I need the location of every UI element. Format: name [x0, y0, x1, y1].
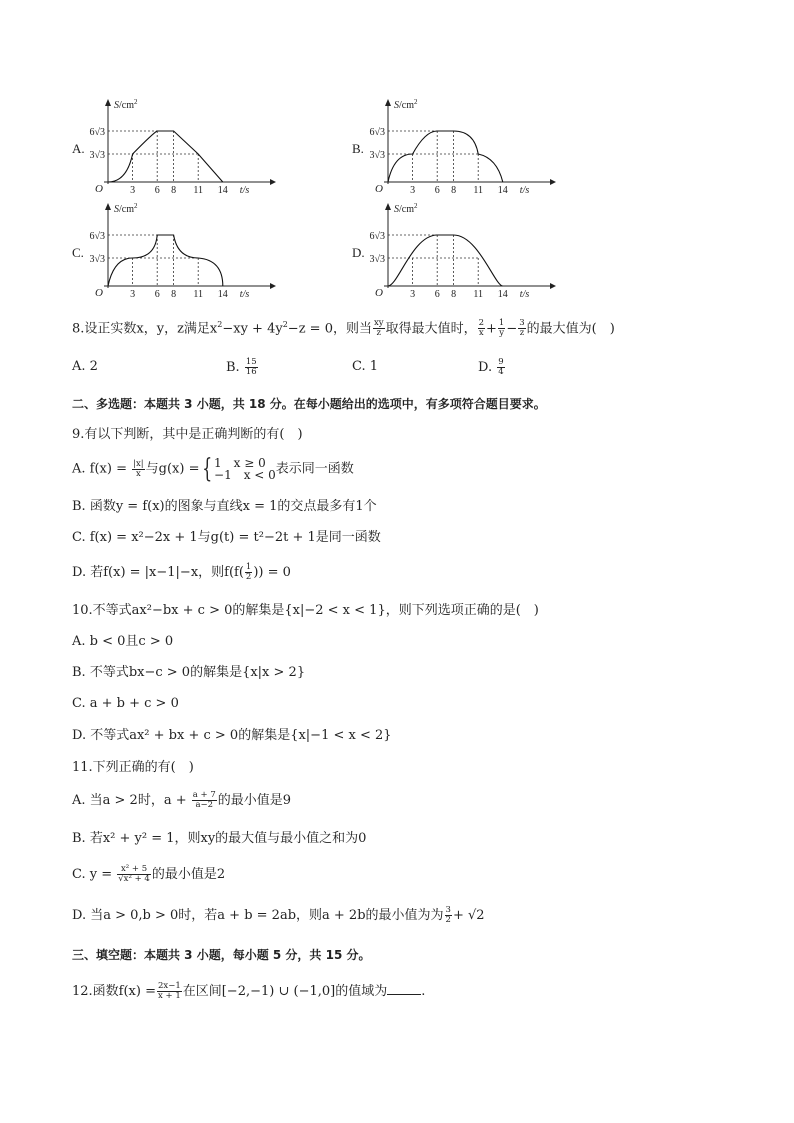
y-tick-label: 6√3	[89, 127, 105, 138]
s-t-curve	[388, 235, 503, 286]
origin-label: O	[95, 183, 103, 195]
y-tick-label: 3√3	[369, 254, 385, 265]
y-axis-arrow	[385, 99, 391, 106]
y-axis-arrow	[105, 99, 111, 106]
q12-answer-blank[interactable]	[387, 982, 421, 995]
x-axis-arrow	[270, 179, 276, 185]
q8-option-c: C. 1	[352, 359, 379, 374]
graph-b-letter: B.	[352, 141, 364, 156]
graph-d-letter: D.	[352, 245, 365, 260]
graph-d	[368, 202, 558, 302]
q12-stem: 12.函数f(x) = $\frac{2x-1}{x + 1}$ 在区间[−2,−1) ∪ (−1,0]的值域为 .	[72, 981, 426, 1001]
graph-c-letter: C.	[72, 245, 84, 260]
y-axis-arrow	[105, 203, 111, 210]
q8-option-b: B. $\frac{15}{16}$	[226, 357, 257, 377]
q11-option-c: C. y = $\frac{\text{x² + 5}}{\text{√x² + 4}}$ 的最小值是2	[72, 864, 226, 884]
x-tick-label: 11	[193, 185, 204, 196]
x-tick-label: 3	[410, 185, 416, 196]
x-axis-arrow	[550, 283, 556, 289]
q9-option-d: D. 若f(x) = |x−1|−x，则f(f( $\frac{1}{2}$ )) = 0	[72, 562, 291, 582]
q11-option-d: D. 当a > 0,b > 0时，若a + b = 2ab，则a + 2b的最小值为为 $\frac{3}{2}$ + √2	[72, 905, 485, 925]
q8-stem: 8.设正实数x，y，z满足$x^2-xy + 4y^2-z = 0$，则当 $\frac{xy}{z}$ 取得最大值时， $\frac{2}{x}$ + $\frac{1}{y}$ − $\frac{3}{z}$ 的最大值为( )	[72, 318, 615, 339]
x-tick-label: 14	[217, 185, 228, 196]
x-tick-label: 14	[217, 289, 228, 300]
q9-option-b: B. 函数y = f(x)的图象与直线x = 1的交点最多有1个	[72, 499, 377, 514]
y-axis-arrow	[385, 203, 391, 210]
y-axis-label: $S/cm^2$	[394, 98, 418, 111]
x-tick-label: 14	[497, 185, 508, 196]
x-axis-label: t/s	[519, 185, 530, 196]
x-axis-arrow	[550, 179, 556, 185]
x-tick-label: 8	[171, 289, 177, 300]
q10-option-a: A. b < 0且c > 0	[72, 634, 174, 649]
x-tick-label: 6	[434, 289, 440, 300]
graph-d-svg	[368, 202, 558, 302]
x-tick-label: 11	[193, 289, 204, 300]
x-tick-label: 6	[154, 289, 160, 300]
origin-label: O	[375, 287, 383, 299]
graph-b	[368, 98, 558, 198]
q9-option-c: C. f(x) = x²−2x + 1与g(t) = t²−2t + 1是同一函数	[72, 530, 381, 545]
graph-a	[88, 98, 278, 198]
x-tick-label: 8	[171, 185, 177, 196]
graph-c	[88, 202, 278, 302]
graph-c-svg	[88, 202, 278, 302]
q10-option-b: B. 不等式bx−c > 0的解集是{x|x > 2}	[72, 665, 306, 680]
q10-option-d: D. 不等式ax² + bx + c > 0的解集是{x|−1 < x < 2}	[72, 728, 392, 743]
s-t-curve	[108, 131, 223, 182]
x-tick-label: 6	[434, 185, 440, 196]
q8-option-a: A. 2	[72, 359, 98, 374]
origin-label: O	[95, 287, 103, 299]
y-tick-label: 3√3	[369, 150, 385, 161]
y-axis-label: $S/cm^2$	[394, 202, 418, 215]
q10-option-c: C. a + b + c > 0	[72, 696, 179, 711]
x-tick-label: 3	[130, 185, 136, 196]
q8-frac-xy-z: $\frac{xy}{z}$	[373, 318, 384, 339]
section-2-heading: 二、多选题：本题共 3 小题，共 18 分。在每小题给出的选项中，有多项符合题目要求。	[72, 397, 546, 411]
x-axis-label: t/s	[519, 289, 530, 300]
y-tick-label: 3√3	[89, 150, 105, 161]
q9-stem: 9.有以下判断，其中是正确判断的有( )	[72, 427, 303, 442]
x-tick-label: 11	[473, 185, 484, 196]
x-tick-label: 6	[154, 185, 160, 196]
x-tick-label: 14	[497, 289, 508, 300]
graph-a-svg	[88, 98, 278, 198]
y-tick-label: 6√3	[89, 231, 105, 242]
origin-label: O	[375, 183, 383, 195]
x-tick-label: 3	[130, 289, 136, 300]
y-tick-label: 6√3	[369, 127, 385, 138]
q9-option-a: A. f(x) = $\frac{|x|}{x}$ 与g(x) = { 1 x ≥ 0 −1 x < 0 表示同一函数	[72, 454, 354, 484]
q8-option-d: D. $\frac{9}{4}$	[478, 357, 504, 377]
x-axis-label: t/s	[239, 289, 250, 300]
graph-a-letter: A.	[72, 141, 85, 156]
x-tick-label: 8	[451, 289, 457, 300]
q10-stem: 10.不等式ax²−bx + c > 0的解集是{x|−2 < x < 1}，则下列选项正确的是( )	[72, 603, 539, 618]
q11-option-a: A. 当a > 2时，a + $\frac{a + 7}{a-2}$ 的最小值是9	[72, 790, 292, 810]
graph-b-svg	[368, 98, 558, 198]
y-tick-label: 3√3	[89, 254, 105, 265]
x-axis-arrow	[270, 283, 276, 289]
x-tick-label: 3	[410, 289, 416, 300]
s-t-curve	[108, 235, 223, 286]
x-tick-label: 8	[451, 185, 457, 196]
section-3-heading: 三、填空题：本题共 3 小题，每小题 5 分，共 15 分。	[72, 948, 371, 962]
y-axis-label: $S/cm^2$	[114, 98, 138, 111]
q11-stem: 11.下列正确的有( )	[72, 760, 194, 775]
y-axis-label: $S/cm^2$	[114, 202, 138, 215]
y-tick-label: 6√3	[369, 231, 385, 242]
x-tick-label: 11	[473, 289, 484, 300]
q11-option-b: B. 若x² + y² = 1，则xy的最大值与最小值之和为0	[72, 831, 367, 846]
s-t-curve	[388, 131, 503, 182]
x-axis-label: t/s	[239, 185, 250, 196]
